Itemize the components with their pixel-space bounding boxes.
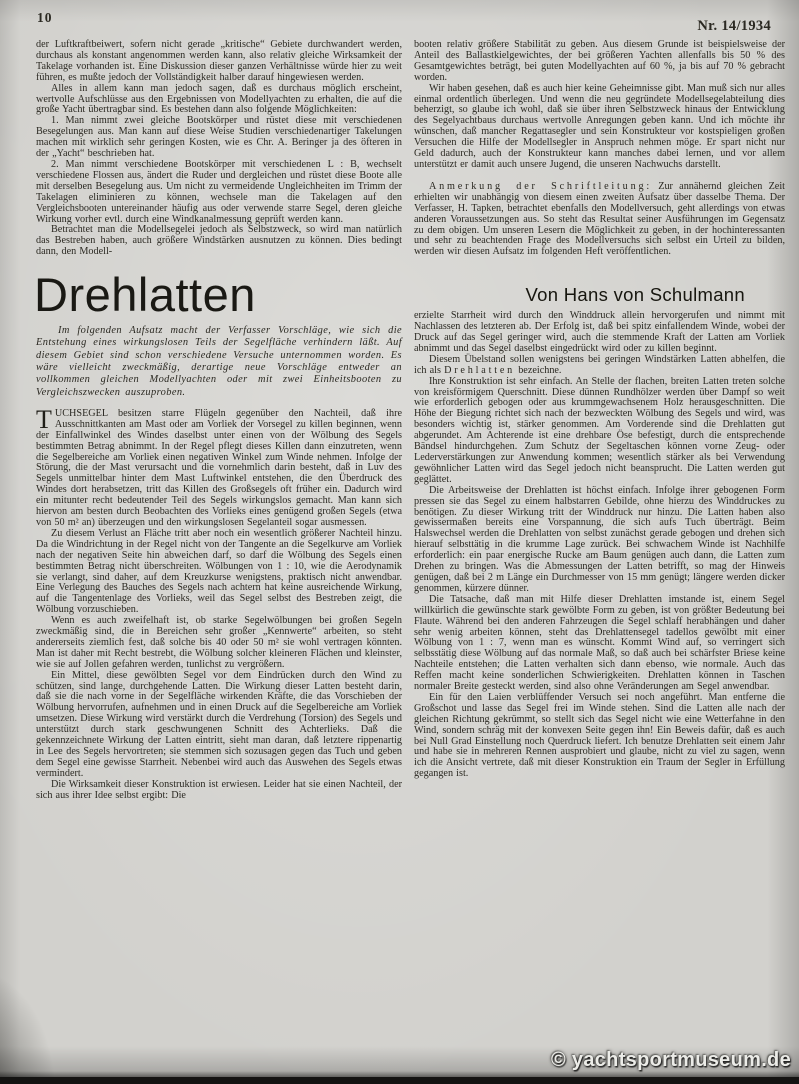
paragraph: Ihre Konstruktion ist sehr einfach. An Stelle der flachen, breiten Latten treten solche von kreisförmigem Querschnitt. Diese dünnen Rundhölzer werden über Dampf so weit wie erforderlich gebogen oder aus krummgewachsenem Holz herausgeschnitten. Die Höhe der Biegung richtet sich nach der bezweckten Wölbung des Segels und wird, was besonders wichtig ist, stärker genommen. Am Vorderende sind die Drehlatten gut abgerundet. Am Achterende ist eine drehbare Öse befestigt, durch die entsprechende Bändsel hindurchgehen. Zum Schutz der Segeltaschen können vorne Zeug- oder Lederverstärkungen zur Anwendung kommen; wesentlich stärker als bei Verwendung gewöhnlicher Latten wird das Segel jedoch nicht beansprucht. Die Latten werden gut geglättet. [414, 375, 785, 485]
paragraph: Alles in allem kann man jedoch sagen, daß es durchaus möglich erscheint, wertvolle Aufschlüsse aus den Ergebnissen von Modellyachten zu erhalten, die auf die große Yacht übertragbar sind. Es bestehen dann also folgende Möglichkeiten: [36, 82, 402, 116]
scan-corner-shadow [0, 952, 67, 1084]
article-byline: Von Hans von Schulmann [525, 284, 745, 306]
paragraph: der Luftkraftbeiwert, sofern nicht gerade „kritische“ Gebiete durchwandert werden, durchaus als konstant angenommen werden kann, also relativ gleiche Wirksamkeit der Takelage vorhanden ist. Eine Diskussion dieser ganzen Verhältnisse würde hier zu weit führen, es mußte jedoch der Vollständigkeit halber darauf hingewiesen werden. [36, 39, 402, 83]
article-intro: Im folgenden Aufsatz macht der Verfasser Vorschläge, wie sich die Entstehung eines wirkungslosen Teils der Segelfläche verhindern läßt. Auf diesem Gebiet sind schon verschiedene Versuche unternommen worden. Es wäre vielleicht zweckmäßig, derartige neue Vorschläge entweder an vollkommen gleichen Modellyachten oder mit zwei Einheitsbooten zu Vergleichszwecken auszuproben. [36, 325, 402, 398]
paragraph: erzielte Starrheit wird durch den Winddruck allein hervorgerufen und nimmt mit Nachlassen des letzteren ab. Der Erfolg ist, daß bei spitz einfallendem Winde, wobei der Druck auf das Segel geringer wird, auch die stemmende Kraft der Latten am Vorliek abnimmt und das Segel daselbst eingedrückt wird oder zu killen beginnt. [414, 310, 785, 354]
article-title: Drehlatten [34, 268, 256, 322]
paragraph: Wenn es auch zweifelhaft ist, ob starke Segelwölbungen bei großen Segeln zweckmäßig sind, die in Bereichen sehr großer „Kennwerte“ arbeiten, so steht andererseits ziemlich fest, daß solche bis 40 oder 50 m² sie wohl vertragen könnten. Man ist daher mit Recht bestrebt, die Wölbung solcher kleineren Flächen und kleinster, wie sie auf Jollen gefahren werden, tunlichst zu vergrößern. [36, 615, 402, 670]
scan-bottom-edge [0, 1077, 799, 1084]
paragraph: Die Arbeitsweise der Drehlatten ist höchst einfach. Infolge ihrer gebogenen Form pressen sie das Segel zu einem halbstarren Gebilde, ohne hierzu des Winddruckes zu benötigen. Zu dieser Wirkung tritt der Winddruck nur hinzu. Die Latten haben also gewissermaßen bereits eine Vorspannung, die sich aufs Tuch überträgt. Beim Halswechsel werden die Drehlatten von selbst zunächst gerade gebogen und drehen sich hierauf selbsttätig in die krumme Lage zurück. Bei schwachem Winde ist Nachhilfe erforderlich: ein paar energische Rucke am Baum genügen auch dann, die Latten zum Drehen zu bringen. Was die Abmessungen der Latten betrifft, so mag der Hinweis genügen, daß bei 2 m Länge ein Durchmesser von 15 mm genügt; längere werden dicker genommen, kürzere dünner. [414, 484, 785, 594]
right-column [414, 40, 785, 780]
editor-note-lead: Anmerkung der Schriftleitung: [429, 180, 652, 192]
editor-note [414, 182, 785, 258]
paragraph-text: UCHSEGEL besitzen starre Flügeln gegenüber den Nachteil, daß ihre Ausschnittkanten am Mast oder am Vorliek der Vorsegel zu killen beginnen, wenn der Einfallwinkel des Windes daselbst unter einen von der Wölbung des Segels bestimmten Betrag abnimmt. In der Regel pflegt dieses Killen dann einzutreten, wenn die Segelbereiche am Vorliek einen negativen Winkel zum Winde nehmen. Infolge der Störung, die der Mast verursacht und die vornehmlich darin besteht, daß in Luv des Segels unmittelbar hinter dem Mast Luftwinkel entstehen, die den Überdruck des Windes dort herabsetzen, tritt das Killen des Großsegels oft früher ein. Dadurch wird ein mitunter recht bedeutender Teil des Segels wirkungslos gemacht. Man kann sich hiervon am besten durch Beobachten des Vorlieks eines genügend großen Segels (etwa von 50 m² an) überzeugen und den wirkungslosen Segelanteil sogar ausmessen. [36, 407, 402, 528]
page-number: 10 [37, 10, 53, 25]
paragraph [36, 404, 402, 529]
list-item-2: 2. Man nimmt verschiedene Bootskörper mit verschiedenen L : B, wechselt verschiedene Flossen aus, ändert die Ruder und dergleichen und rüstet diese Boote alle mit derselben Besegelung aus. Um nicht zu vermeidende Ungleichheiten im Trimm der Takelagen eliminieren zu können, wechsele man die Takelagen auf den Vergleichsbooten untereinander häufig aus oder verwende starre Segel, deren gleiche Wirkung vorher evtl. durch eine Windkanalmessung geprüft werden kann. [36, 158, 402, 225]
paragraph: Zu diesem Verlust an Fläche tritt aber noch ein wesentlich größerer Nachteil hinzu. Da die Windrichtung in der Regel nicht von der Tangente an die Segelkurve am Vorliek nach der negativen Seite hin abweichen darf, so darf die Wölbung des Segels einen bestimmten Betrag nicht überschreiten. Wölbungen von 1 : 10, wie die Aerodynamik sie verlangt, sind daher, auf dem Kreuzkurse wenigstens, praktisch nicht anwendbar. Eine Verlegung des Bauches des Segels nach achtern hat keine ausreichende Wirkung, auf die Tangentenlage des Vorlieks, weil das Segel selbst des Bestreben zeigt, die Wölbung vorzuschieben. [36, 527, 402, 616]
paragraph: Wir haben gesehen, daß es auch hier keine Geheimnisse gibt. Man muß sich nur alles einmal ordentlich überlegen. Und wenn die neu gegründete Modellsegelabteilung dies beherzigt, so glaube ich wohl, daß sie über ihren Selbstzweck hinaus der Entwicklung des Segelyachtbaus durchaus wertvolle Anregungen geben kann. Und ich möchte ihr wünschen, daß mancher Regattasegler und sein Konstrukteur vor kostspieligen großen Versuchen die Hilfe der Modellsegler in Anspruch nehmen möge. Er spart nicht nur Geld dadurch, auch der Konstrukteur kann manches dabei lernen, und vor allem unterstützt er damit auch unsere Jugend, die unseren Nachwuchs darstellt. [414, 82, 785, 170]
emphasized-term: Drehlatten [444, 364, 516, 376]
paragraph-text: Diesem Übelstand sollen wenigstens bei geringen Windstärken Latten abhelfen, die ich als [414, 353, 785, 376]
page-header [37, 10, 771, 36]
paragraph-text: bezeichne. [515, 364, 562, 376]
dropcap-letter: T [36, 404, 52, 434]
paragraph: Ein für den Laien verblüffender Versuch sei noch angeführt. Man entferne die Großschot und lasse das Segel frei im Winde stehen. Sind die Latten alle nach der gleichen Richtung gekrümmt, so stellt sich das Segel nicht wie eine Wetterfahne in den Wind, sondern schräg mit der konvexen Seite gegen ihn! Ein Beweis dafür, daß es auch bei Null Grad Einstellung noch Querdruck liefert. Ich benutze Drehlatten seit einem Jahr und habe sie in mehreren Rennen ausprobiert und glaube, nicht zu viel zu sagen, wenn ich die Ansicht vertrete, daß mit dieser Konstruktion ein Traum der Segler in Erfüllung gegangen ist. [414, 691, 785, 780]
paragraph [414, 355, 785, 377]
paragraph: Die Wirksamkeit dieser Konstruktion ist erwiesen. Leider hat sie einen Nachteil, der sich aus ihrer Idee selbst ergibt: Die [36, 778, 402, 801]
paragraph: Betrachtet man die Modellsegelei jedoch als Selbstzweck, so wird man natürlich das Bestreben haben, auch größere Windstärken ausnutzen zu können. Dies bedingt dann, den Modell- [36, 224, 402, 258]
issue-number: Nr. 14/1934 [697, 18, 771, 34]
watermark: © yachtsportmuseum.de [551, 1049, 791, 1071]
paragraph: Ein Mittel, diese gewölbten Segel vor dem Eindrücken durch den Wind zu schützen, sind lange, durchgehende Latten. Die Wirkung dieser Latten besteht darin, daß sie die nach vorne in der Segelfläche wirkenden Kräfte, die das Vorschieben der Wölbung hervorrufen, aufnehmen und in einen Druck auf die Segelbereiche am Vorliek umsetzen. Diese Wirkung wird verstärkt durch die Verdrehung (Torsion) des Segels und unterstützt durch stark geschwungenen Schnitt des Achterlieks. Daß die gekennzeichnete Wirkung der Latten eintritt, sieht man daran, daß letztere rippenartig in Lee des Segels hervortreten; sie stemmen sich sozusagen gegen das Tuch und geben dem Segel eine gewisse Starrheit. Nebenbei wird auch das Auswehen des Segels etwas vermindert. [36, 669, 402, 779]
editor-note-text: Zur annähernd gleichen Zeit erhielten wir unabhängig von diesem einen zweiten Aufsatz über dasselbe Thema. Der Verfasser, H. Tapken, betrachtet ebenfalls den Modellversuch, geht allerdings von etwas anderen Voraussetzungen aus. So steht das Resultat seiner Ausführungen im Gegensatz zu dem obigen. Um unseren Lesern die Möglichkeit zu geben, in der hochinteressanten und sehr zu beachtenden Frage des Modellversuchs sich selbst ein Urteil zu bilden, werden wir diesen Aufsatz im folgenden Heft veröffentlichen. [414, 180, 785, 258]
left-column [36, 40, 402, 802]
list-item-1: 1. Man nimmt zwei gleiche Bootskörper und rüstet diese mit verschiedenen Besegelungen aus. Man kann auf diese Weise Studien verschiedenartiger Takelungen machen mit wirklich sehr geringen Kosten, wie es Chr. A. Beringer ja des öfteren in der „Yacht“ beschrieben hat. [36, 115, 402, 160]
paragraph: Die Tatsache, daß man mit Hilfe dieser Drehlatten imstande ist, einem Segel willkürlich die gewünschte stark gewölbte Form zu geben, ist von größter Bedeutung bei Flaute. Während bei den anderen Fahrzeugen die Segel schlaff herabhängen und daher sehr wenig arbeiten können, steht das Drehlattensegel tadellos gewölbt mit einer Wölbung von 1 : 7, wenn man es wünscht. Kommt Wind auf, so verringert sich selbsstätig diese Wölbung auf das normale Maß, so daß auch bei schärfster Briese keine Nachteile entstehen; die Latten verhalten sich dann ebenso, wie normale. Auch das Reffen macht keine sonderlichen Schwierigkeiten. Drehlatten können in Taschen normaler Breite gesteckt werden, sind also ohne Veränderungen am Segel anwendbar. [414, 593, 785, 693]
paragraph: booten relativ größere Stabilität zu geben. Aus diesem Grunde ist beispielsweise der Anteil des Ballastkielgewichtes, der bei größeren Yachten allenfalls bis 50 % des Gesamtgewichtes beträgt, bei guten Modellyachten auf 60 %, ja bis auf 70 % gebracht worden. [414, 39, 785, 83]
